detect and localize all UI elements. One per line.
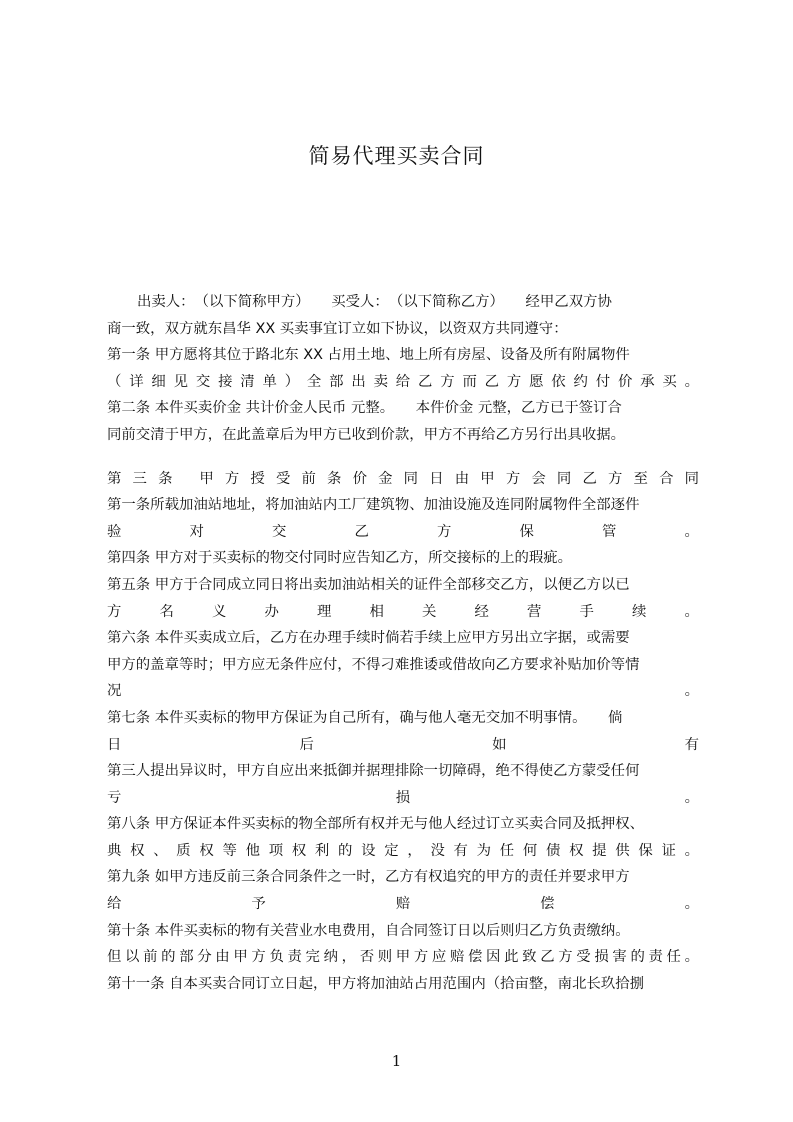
text-token: 管	[602, 523, 617, 540]
text-token: 。	[684, 896, 699, 913]
text-line: 第七条 本件买卖标的物甲方保证为自己所有，确与他人毫无交加不明事情。 倘	[107, 709, 623, 726]
text-line: 典权、质权等他项权利的设定，没有为任何债权提供保证。	[107, 842, 699, 859]
text-token: 偿	[540, 896, 555, 913]
text-token: 给	[107, 896, 122, 913]
text-token: 。	[684, 683, 699, 700]
text-line	[107, 732, 699, 759]
text-line: 出卖人： （以下简称甲方） 买受人： （以下简称乙方） 经甲乙双方协	[137, 294, 612, 310]
text-token: 手	[579, 603, 594, 620]
text-token: 义	[212, 603, 227, 620]
text-token: 乙	[354, 523, 369, 540]
text-line: 商一致，双方就东昌华 XX 买卖事宜订立如下协议，以资双方共同遵守：	[107, 320, 568, 337]
text-token: 续	[632, 603, 647, 620]
text-line: 第五条 甲方于合同成立同日将出卖加油站相关的证件全部移交乙方，以便乙方以已	[107, 576, 630, 593]
text-line	[107, 678, 699, 705]
page-number: 1	[391, 1052, 402, 1070]
text-token: 有	[684, 736, 699, 753]
text-token: 赔	[395, 896, 411, 913]
text-line	[107, 599, 699, 626]
text-token: 验	[107, 523, 122, 540]
text-token: 相	[369, 603, 384, 620]
text-line: 第六条 本件买卖成立后，乙方在办理手续时倘若手续上应甲方另出立字据，或需要	[107, 630, 630, 647]
text-token: 名	[159, 603, 174, 620]
text-line	[107, 519, 699, 546]
text-line: 第八条 甲方保证本件买卖标的物全部所有权并无与他人经过订立买卖合同及抵押权、	[107, 816, 645, 833]
text-token: 损	[395, 789, 411, 806]
text-token: 。	[684, 603, 699, 620]
text-line: 第二条 本件买卖价金 共计价金人民币 元整。 本件价金 元整，乙方已于签订合	[107, 400, 622, 417]
text-token: 保	[519, 523, 534, 540]
text-token: 对	[189, 523, 204, 540]
text-token: 关	[422, 603, 437, 620]
text-token: 经	[474, 603, 489, 620]
text-token: 亏	[107, 789, 122, 806]
text-token: 。	[684, 523, 699, 540]
text-line: 第三条 甲方授受前条价金同日由甲方会同乙方至合同	[107, 470, 699, 487]
text-token: 后	[299, 736, 314, 753]
text-line	[107, 891, 699, 918]
text-line: 但以前的部分由甲方负责完纳，否则甲方应赔偿因此致乙方受损害的责任。	[107, 949, 699, 966]
text-line: 第三人提出异议时，甲方自应出来抵御并据理排除一切障碍，绝不得使乙方蒙受任何	[107, 763, 640, 780]
text-token: 如	[492, 736, 507, 753]
text-token: 方	[437, 523, 452, 540]
document-body	[107, 289, 699, 997]
text-token: 办	[264, 603, 279, 620]
text-token: 。	[684, 789, 699, 806]
text-line: 第十一条 自本买卖合同订立日起，甲方将加油站占用范围内（拾亩整，南北长玖拾捌	[107, 975, 645, 992]
text-line: 第十条 本件买卖标的物有关营业水电费用，自合同签订日以后则归乙方负责缴纳。	[107, 922, 630, 939]
text-line: 第四条 甲方对于买卖标的物交付同时应告知乙方，所交接标的上的瑕疵。	[107, 550, 573, 567]
document-title: 简易代理买卖合同	[308, 144, 485, 168]
text-line: 同前交清于甲方，在此盖章后为甲方已收到价款，甲方不再给乙方另行出具收据。	[107, 426, 626, 443]
text-token: 交	[272, 523, 287, 540]
text-line: 第一条所载加油站地址，将加油站内工厂建筑物、加油设施及连同附属物件全部逐件	[107, 497, 640, 514]
text-line: 第一条 甲方愿将其位于路北东 XX 占用土地、地上所有房屋、设备及所有附属物件	[107, 347, 630, 364]
text-line: （详细见交接清单）全部出卖给乙方而乙方愿依约付价承买。	[107, 373, 699, 390]
text-line: 第九条 如甲方违反前三条合同条件之一时，乙方有权追究的甲方的责任并要求甲方	[107, 869, 630, 886]
text-line	[107, 785, 699, 812]
text-token: 方	[107, 603, 122, 620]
text-token: 日	[107, 736, 122, 753]
text-line: 甲方的盖章等时；甲方应无条件应付，不得刁难推诿或借故向乙方要求补贴加价等情	[107, 656, 640, 673]
text-token: 况	[107, 683, 122, 700]
text-token: 理	[317, 603, 332, 620]
text-token: 予	[251, 896, 266, 913]
text-token: 营	[527, 603, 542, 620]
